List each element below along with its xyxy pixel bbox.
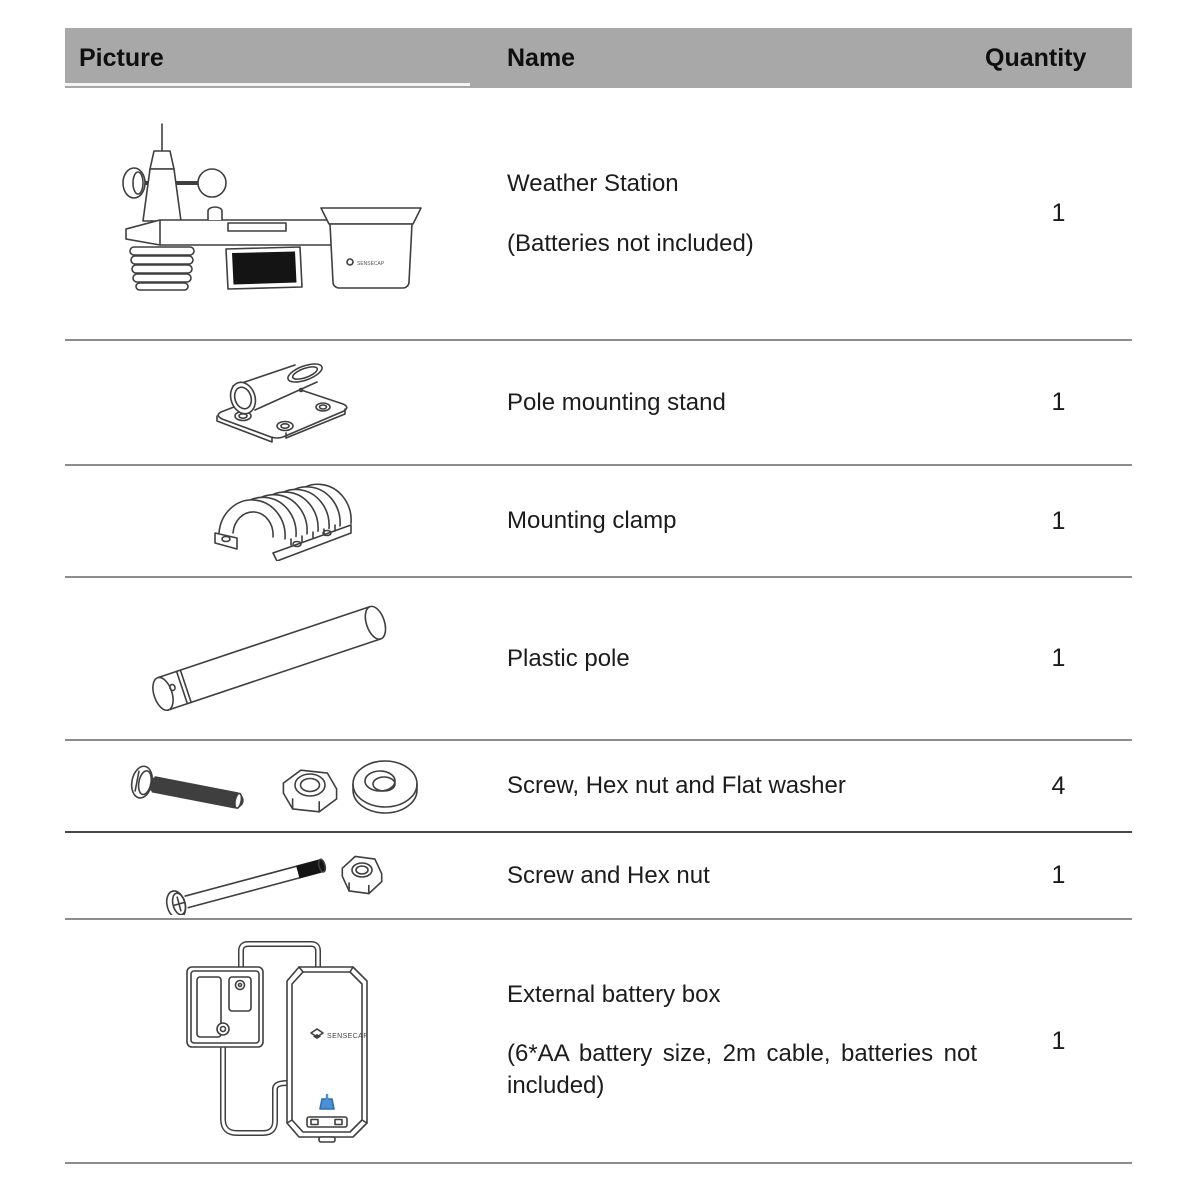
picture-cell [65,341,507,464]
quantity-value: 1 [1051,199,1066,227]
name-cell [507,771,985,801]
table-row [65,88,1132,341]
item-note: (6*AA battery size, 2m cable, batteries not included) [507,1039,977,1099]
sensecap-logo-text: SENSECAP [327,1032,369,1040]
item-name: Pole mounting stand [507,388,726,416]
column-header-picture: Picture [79,43,164,72]
column-header-name: Name [507,43,576,72]
picture-cell [65,88,507,339]
parts-table [65,28,1132,1164]
name-cell [507,506,985,536]
item-note: (Batteries not included) [507,229,754,257]
picture-cell [65,741,507,831]
quantity-value: 1 [1051,388,1066,416]
table-header [65,28,1132,88]
table-row [65,466,1132,578]
column-header-quantity: Quantity [985,43,1087,72]
name-cell [507,644,985,674]
item-name: Weather Station [507,169,679,197]
picture-cell [65,578,507,739]
table-row [65,741,1132,833]
name-cell [507,388,985,418]
item-name: Screw and Hex nut [507,861,710,889]
screw-hexnut-flatwasher-image [123,754,423,819]
name-cell [507,861,985,891]
name-cell [507,169,985,259]
table-row [65,833,1132,920]
quantity-value: 1 [1051,644,1066,672]
table-row [65,578,1132,741]
table-row [65,920,1132,1164]
pole-mounting-stand-image [205,360,355,445]
sensecap-logo-text: SENSECAP [357,261,385,267]
quantity-value: 4 [1051,771,1066,800]
item-name: Mounting clamp [507,507,677,534]
table-row [65,341,1132,466]
picture-cell [65,466,507,576]
mounting-clamp-image [207,481,357,561]
weather-station-image [100,121,440,306]
quantity-value: 1 [1051,1026,1066,1055]
external-battery-box-image [183,939,373,1144]
name-cell [507,980,985,1103]
item-name: Plastic pole [507,644,630,672]
picture-cell [65,833,507,918]
item-name: Screw, Hex nut and Flat washer [507,772,846,799]
plastic-pole-image [137,596,397,721]
screw-hexnut-image [147,837,387,915]
quantity-value: 1 [1051,861,1066,889]
quantity-value: 1 [1051,506,1066,535]
item-name: External battery box [507,980,721,1008]
picture-cell [65,920,507,1162]
